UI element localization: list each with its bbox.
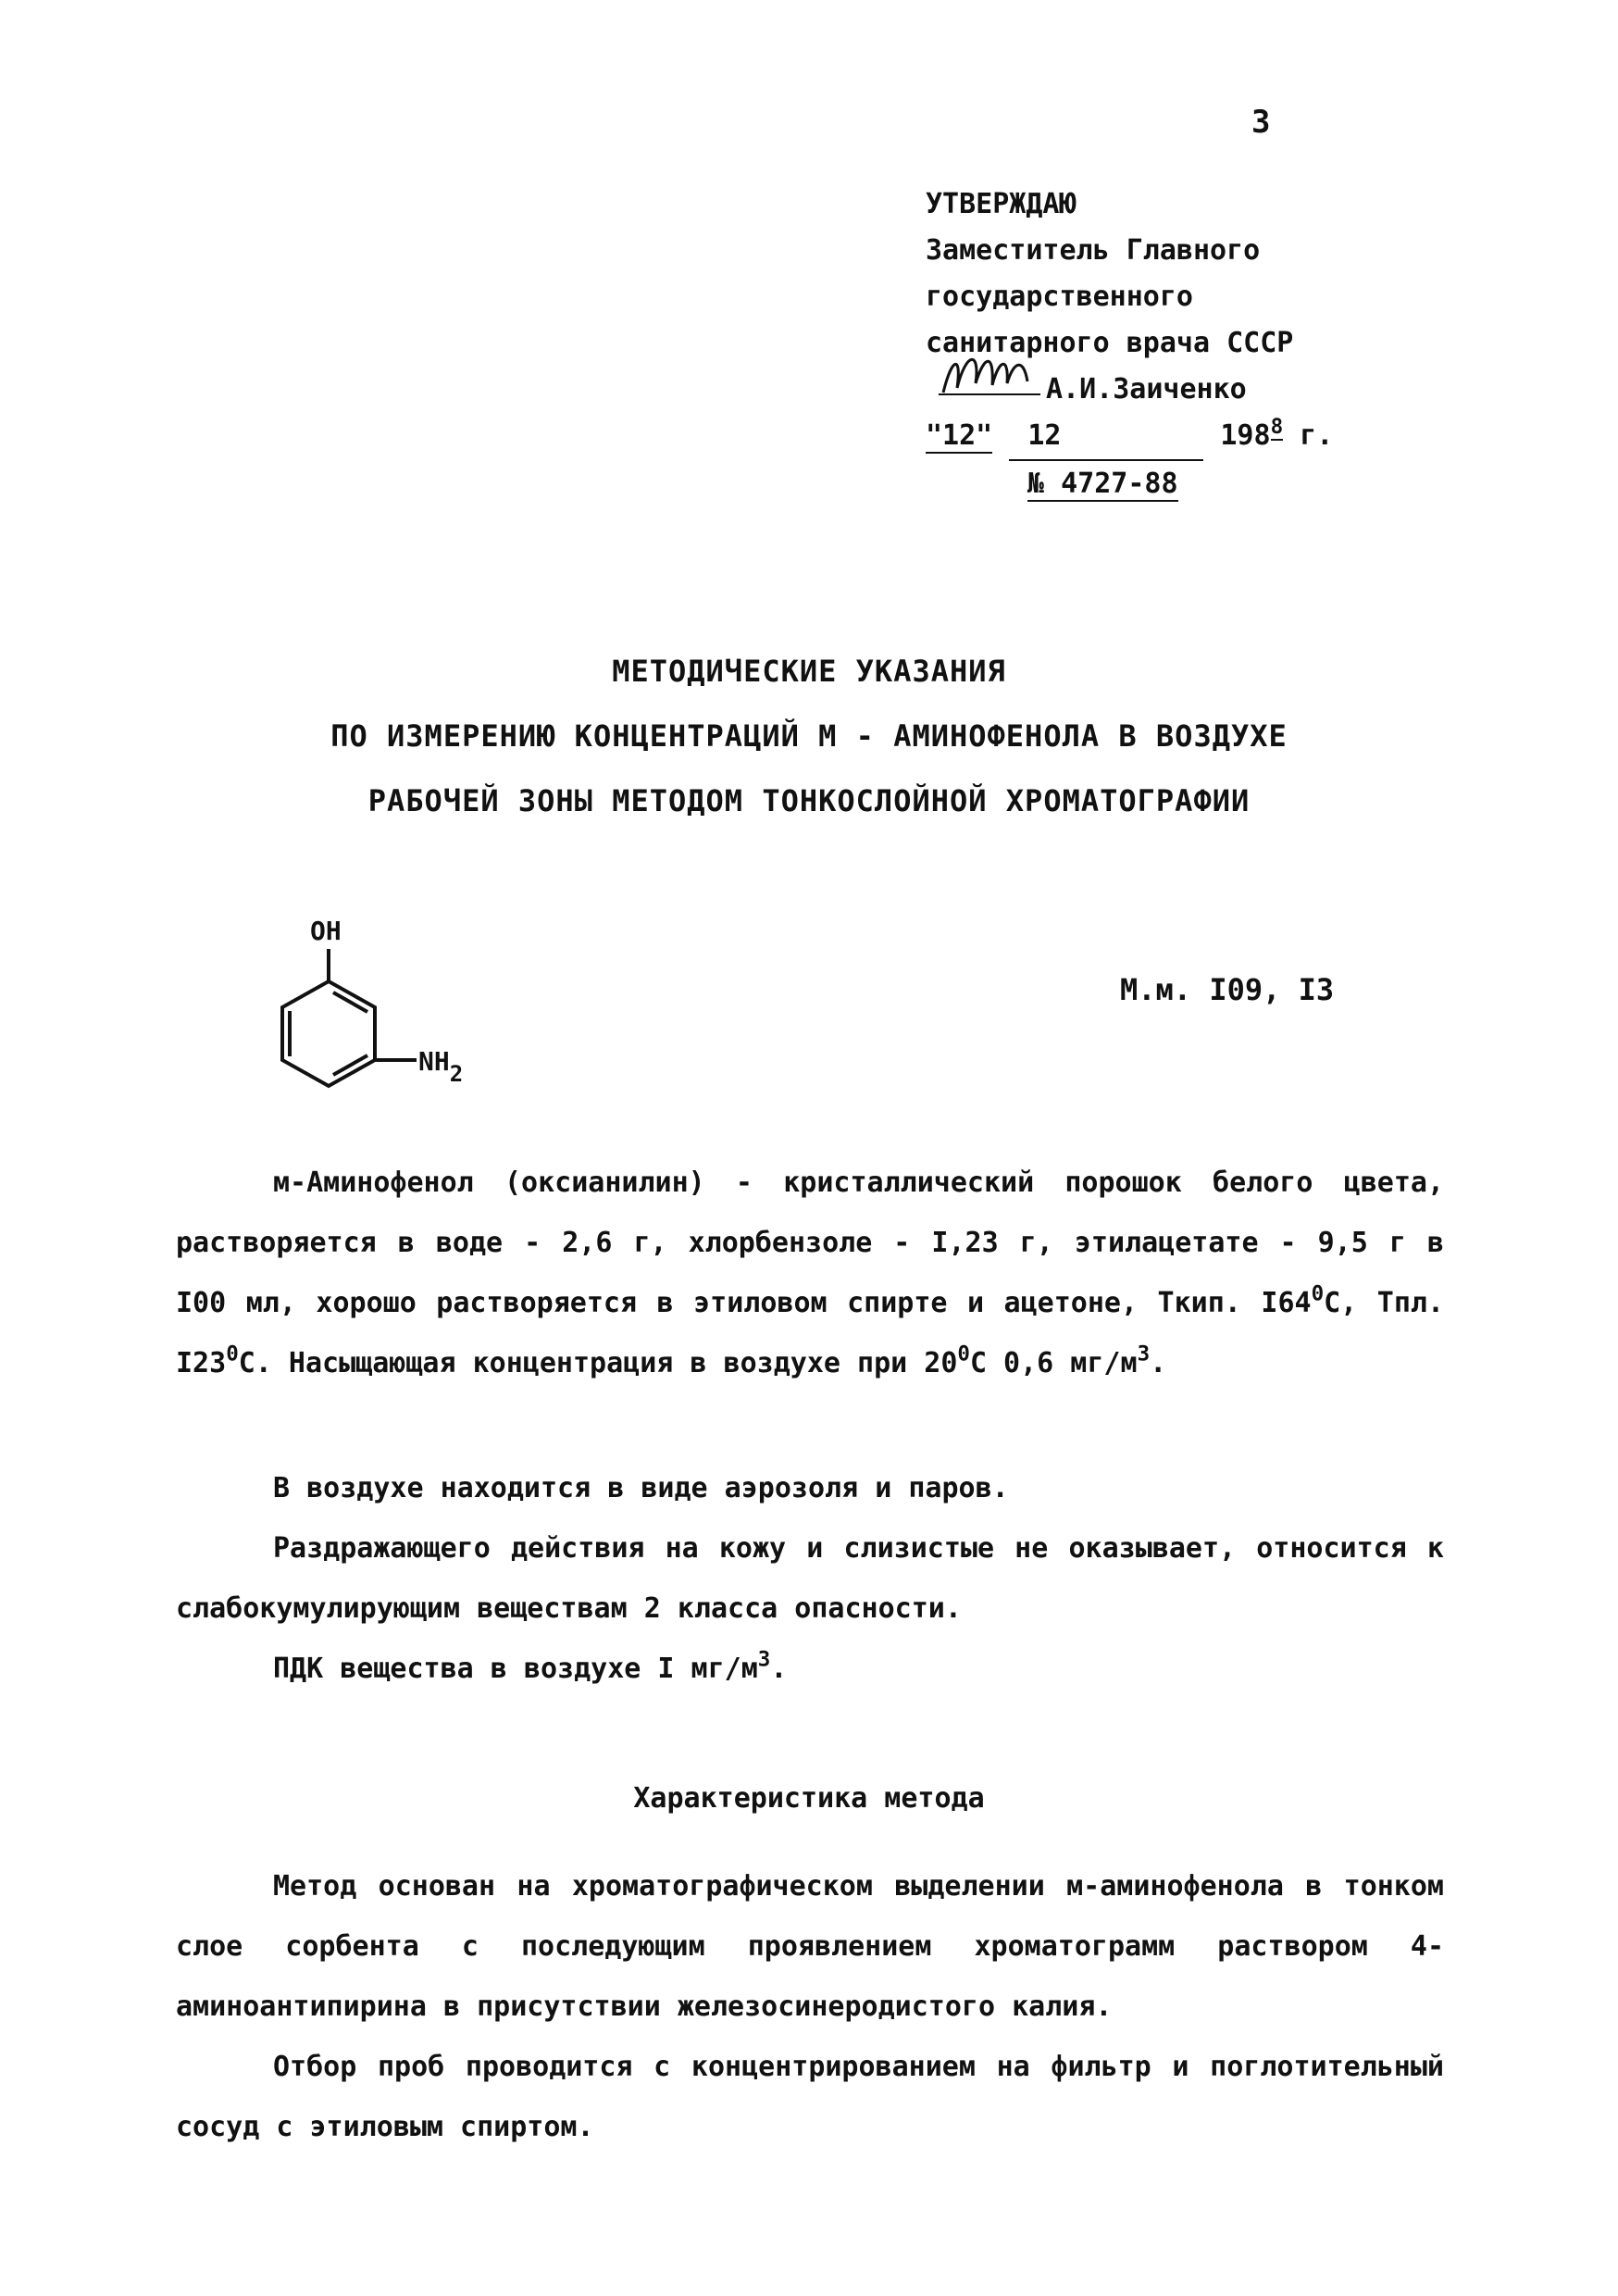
benzene-ring bbox=[282, 949, 417, 1086]
approval-stamp bbox=[926, 181, 1333, 507]
title-line-2: ПО ИЗМЕРЕНИЮ КОНЦЕНТРАЦИЙ М - АМИНОФЕНОЛА В ВОЗДУХЕ bbox=[330, 718, 1288, 754]
section-heading: Характеристика метода bbox=[633, 1782, 985, 1815]
approval-heading: УТВЕРЖДАЮ bbox=[926, 188, 1077, 220]
approval-position-line1: Заместитель Главного bbox=[926, 234, 1261, 267]
approval-signature-line bbox=[926, 367, 1333, 413]
paragraph-method: Метод основан на хроматографическом выделении м-аминофенола в тонком слое сорбента с последующим проявлением хроматограмм раствором 4-аминоантипирина в присутствии железосинеродистого калия. bbox=[176, 1870, 1444, 2023]
signature-scribble bbox=[939, 346, 1040, 402]
title-line-1: МЕТОДИЧЕСКИЕ УКАЗАНИЯ bbox=[612, 654, 1006, 689]
structural-formula bbox=[259, 907, 537, 1111]
document-title bbox=[0, 639, 1618, 833]
approval-date bbox=[926, 413, 1333, 461]
page-number: 3 bbox=[1251, 104, 1271, 141]
signature bbox=[944, 367, 1046, 413]
paragraph-toxicity: Раздражающего действия на кожу и слизистые не оказывает, относится к слабокумулирующим веществам 2 класса опасности. bbox=[176, 1532, 1444, 1625]
paragraph-mac: ПДК вещества в воздухе I $мг/м^3$. bbox=[273, 1647, 788, 1685]
approval-number: № 4727-88 bbox=[1027, 468, 1178, 500]
date-day: "12" bbox=[926, 419, 993, 452]
approval-position-line3: санитарного врача СССР bbox=[926, 327, 1294, 359]
formula-nh-label: NH2 bbox=[418, 1046, 464, 1087]
title-line-3: РАБОЧЕЙ ЗОНЫ МЕТОДОМ ТОНКОСЛОЙНОЙ ХРОМАТОГРАФИИ bbox=[367, 783, 1251, 818]
approval-signer: А.И.Заиченко bbox=[1046, 373, 1247, 406]
date-month: 12 bbox=[1009, 413, 1203, 461]
formula-oh-label: OH bbox=[310, 916, 342, 946]
date-year: $198^8$ bbox=[1220, 414, 1284, 452]
date-suffix: г. bbox=[1300, 419, 1334, 452]
paragraph-state: В воздухе находится в виде аэрозоля и паров. bbox=[273, 1472, 1009, 1504]
approval-position-line2: государственного bbox=[926, 281, 1193, 313]
paragraph-sampling: Отбор проб проводится с концентрированием на фильтр и поглотительный сосуд с этиловым спиртом. bbox=[176, 2051, 1444, 2143]
molecular-weight: М.м. I09, I3 bbox=[1120, 972, 1335, 1007]
paragraph-properties: м-Аминофенол (оксианилин) - кристаллический порошок белого цвета, растворяется в воде - 2,6 г, хлорбензоле - I,23 г, этилацетате - 9,5 г в I00 мл, хорошо растворяется в этиловом спирте и ацетоне, Ткип. $I64^0С$, Тпл. $I23^0С$. Насыщающая концентрация в воздухе при $20^0С$ 0,6 $мг/м^3$. bbox=[176, 1167, 1445, 1379]
